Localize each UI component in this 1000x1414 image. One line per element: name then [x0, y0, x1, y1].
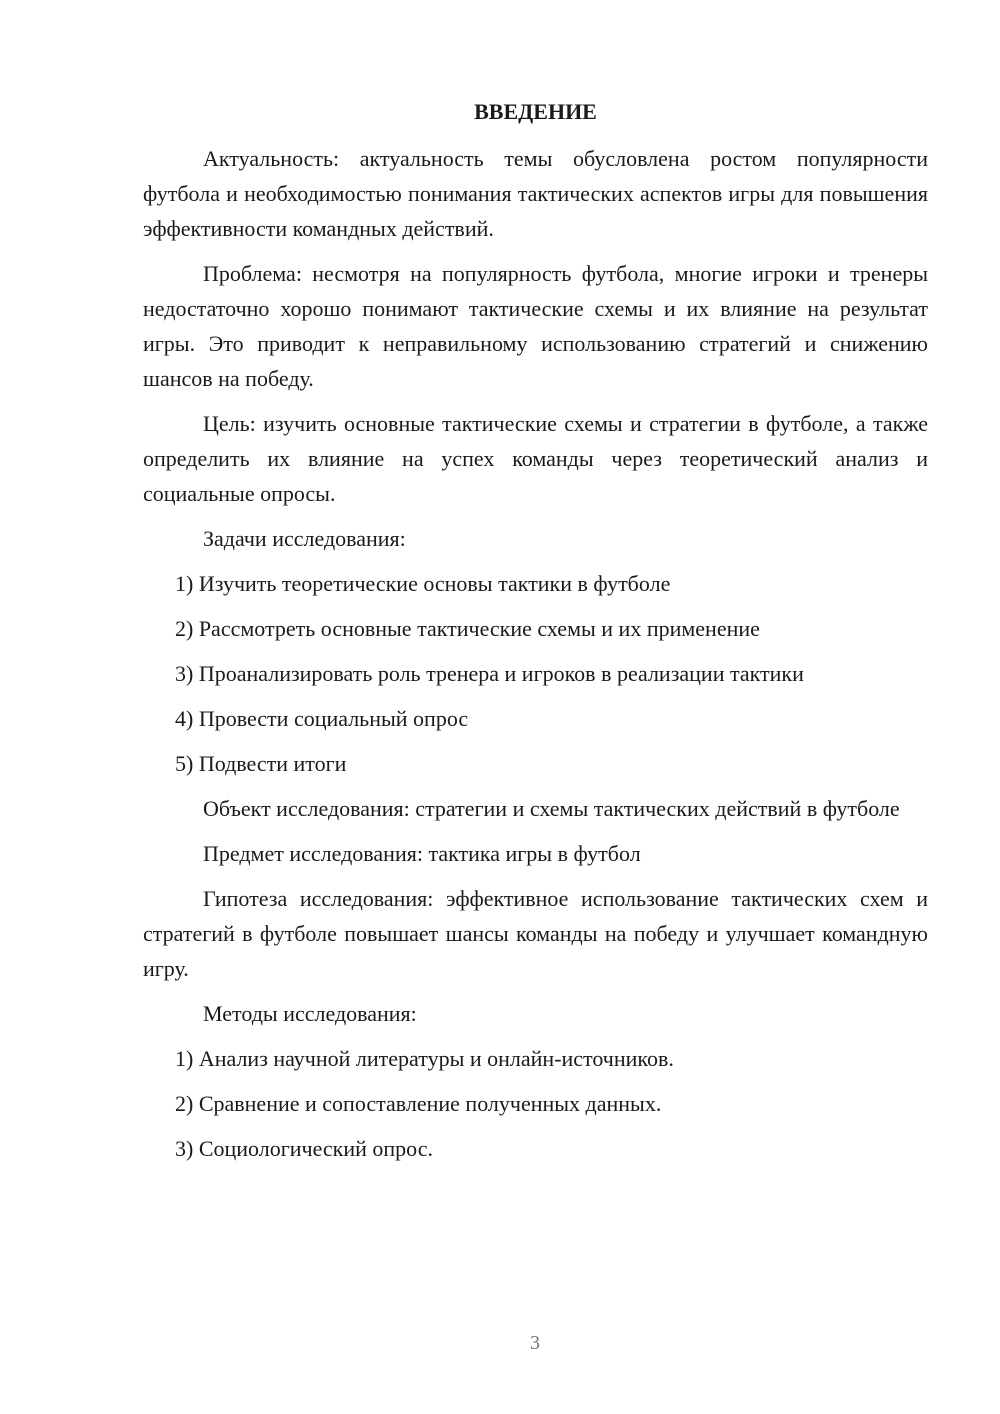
- document-page: [143, 94, 928, 1176]
- list-item: 2) Сравнение и сопоставление полученных данных.: [175, 1091, 662, 1116]
- page-number: 3: [530, 1332, 540, 1354]
- paragraph-relevance: Актуальность: актуальность темы обусловлена ростом популярности футбола и необходимостью понимания тактических аспектов игры для повышения эффективности командных действий.: [143, 146, 928, 241]
- paragraph-object: Объект исследования: стратегии и схемы тактических действий в футболе: [203, 796, 900, 821]
- list-item: 1) Анализ научной литературы и онлайн-источников.: [175, 1046, 674, 1071]
- methods-heading: Методы исследования:: [203, 1001, 417, 1026]
- methods-list: [143, 1041, 928, 1166]
- list-item: 5) Подвести итоги: [175, 751, 347, 776]
- tasks-list: [143, 566, 928, 781]
- section-title: ВВЕДЕНИЕ: [474, 99, 597, 124]
- paragraph-problem: Проблема: несмотря на популярность футбола, многие игроки и тренеры недостаточно хорошо понимают тактические схемы и их влияние на результат игры. Это приводит к неправильному использованию стратегий и снижению шансов на победу.: [143, 261, 928, 391]
- list-item: 2) Рассмотреть основные тактические схемы и их применение: [175, 616, 760, 641]
- paragraph-goal: Цель: изучить основные тактические схемы и стратегии в футболе, а также определить их влияние на успех команды через теоретический анализ и социальные опросы.: [143, 411, 928, 506]
- list-item: 3) Социологический опрос.: [175, 1136, 433, 1161]
- list-item: 4) Провести социальный опрос: [175, 706, 469, 731]
- list-item: 3) Проанализировать роль тренера и игроков в реализации тактики: [175, 661, 804, 686]
- paragraph-hypothesis: Гипотеза исследования: эффективное использование тактических схем и стратегий в футболе повышает шансы команды на победу и улучшает командную игру.: [143, 886, 928, 981]
- tasks-heading: Задачи исследования:: [203, 526, 406, 551]
- list-item: 1) Изучить теоретические основы тактики в футболе: [175, 571, 671, 596]
- paragraph-subject: Предмет исследования: тактика игры в футбол: [203, 841, 641, 866]
